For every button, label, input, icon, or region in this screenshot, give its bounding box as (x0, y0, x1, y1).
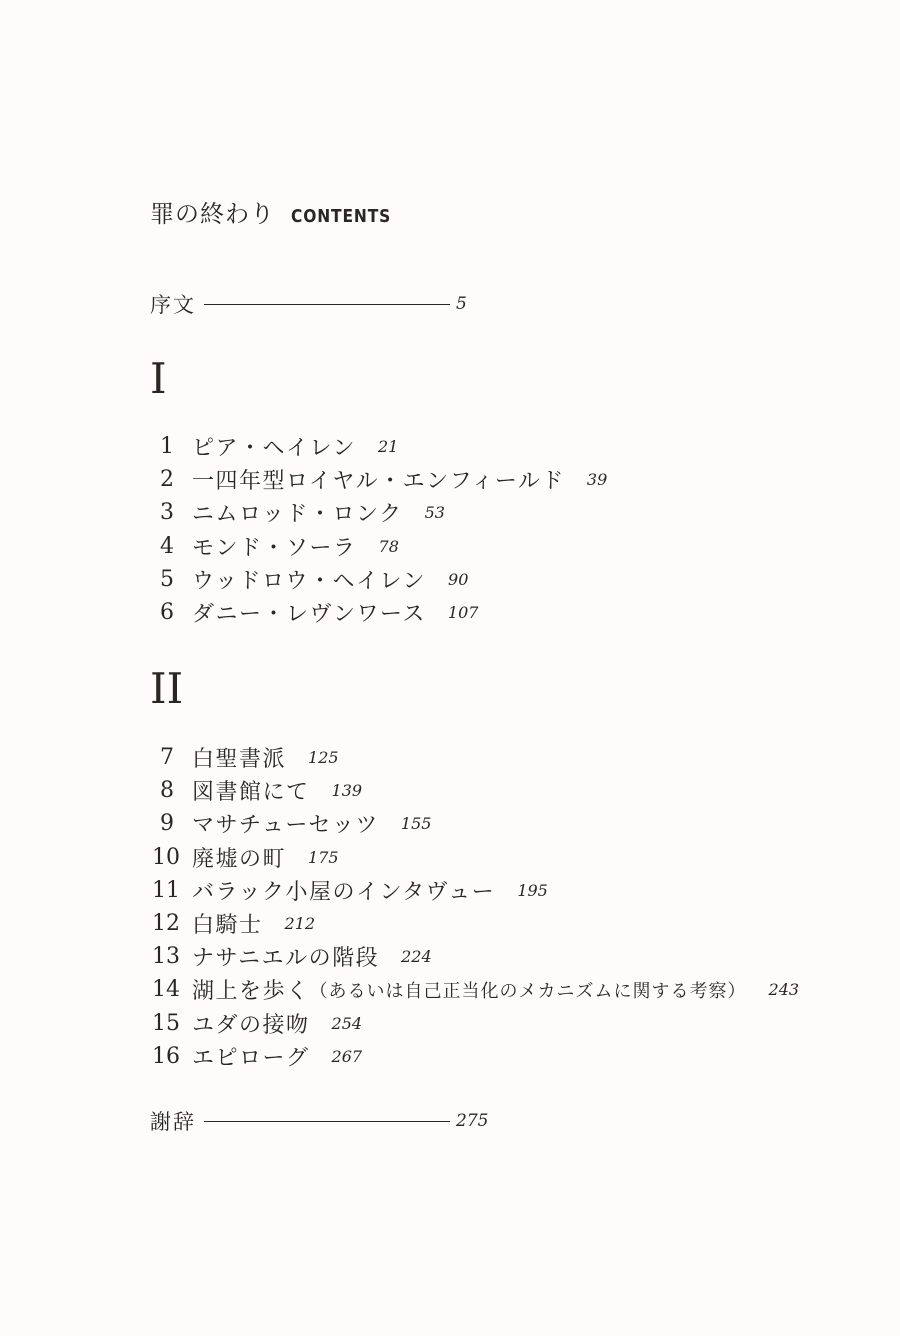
chapter-entry[interactable] (150, 841, 799, 874)
book-title: 罪の終わり (150, 200, 275, 228)
chapter-number: 12 (152, 911, 180, 937)
chapter-title: ウッドロウ・ヘイレン (192, 568, 427, 594)
chapter-page: 155 (400, 814, 432, 834)
chapter-title: ナサニエルの階段 (192, 946, 380, 972)
chapter-title: 廃墟の町 (192, 846, 287, 872)
chapter-title: ニムロッド・ロンク (192, 502, 403, 528)
chapter-page: 139 (331, 781, 363, 801)
acknowledgments-label: 謝辞 (150, 1110, 196, 1134)
chapter-number: 1 (160, 434, 174, 460)
chapter-number: 7 (160, 745, 174, 771)
chapter-number: 5 (160, 566, 174, 592)
chapter-entry[interactable] (150, 741, 799, 774)
chapter-page: 125 (308, 748, 339, 768)
chapter-title: 白騎士 (192, 913, 263, 939)
chapter-entry[interactable] (150, 973, 799, 1006)
chapter-entry[interactable] (150, 774, 799, 807)
chapter-number: 14 (152, 977, 180, 1003)
chapter-page: 224 (401, 947, 432, 967)
leader-rule (204, 1121, 450, 1122)
chapter-title: ユダの接吻 (192, 1012, 310, 1038)
preface-page: 5 (456, 294, 467, 314)
acknowledgments-entry[interactable] (150, 1104, 488, 1138)
chapter-entry[interactable] (150, 1040, 799, 1073)
chapter-entry[interactable] (150, 874, 799, 907)
chapter-page: 107 (447, 603, 479, 623)
chapter-page: 21 (377, 437, 399, 457)
chapter-entry[interactable] (150, 463, 607, 496)
chapter-entry[interactable] (150, 596, 607, 629)
chapter-page: 254 (331, 1013, 363, 1033)
preface-entry[interactable] (150, 287, 467, 321)
chapter-page: 212 (284, 914, 316, 934)
chapter-page: 78 (378, 536, 399, 556)
chapter-page: 39 (586, 470, 608, 490)
chapter-entry[interactable] (150, 940, 799, 973)
chapter-number: 9 (160, 811, 174, 837)
chapter-entry[interactable] (150, 430, 607, 463)
chapter-number: 3 (160, 500, 174, 526)
chapter-number: 11 (152, 877, 180, 903)
chapter-subtitle: （あるいは自己正当化のメカニズムに関する考察） (309, 980, 747, 1002)
chapter-entry[interactable] (150, 563, 607, 596)
chapter-number: 8 (160, 778, 174, 804)
acknowledgments-page: 275 (456, 1111, 489, 1131)
chapter-page: 267 (331, 1046, 363, 1066)
chapter-entry[interactable] (150, 1007, 799, 1040)
chapter-number: 6 (160, 600, 174, 626)
chapter-title: 白聖書派 (192, 747, 287, 773)
page-title (150, 194, 407, 237)
chapter-title: マサチューセッツ (192, 813, 379, 839)
chapter-page: 195 (517, 880, 548, 900)
part-1-numeral: I (150, 354, 167, 403)
chapter-title: エピローグ (192, 1045, 310, 1071)
chapter-title: ダニー・レヴンワース (192, 602, 426, 628)
chapter-number: 10 (152, 844, 180, 870)
part-1-chapter-list (150, 430, 607, 629)
chapter-title: ピア・ヘイレン (192, 436, 356, 462)
leader-rule (204, 304, 450, 305)
chapter-title: 一四年型ロイヤル・エンフィールド (192, 469, 565, 495)
chapter-page: 90 (448, 569, 469, 589)
chapter-entry[interactable] (150, 907, 799, 940)
chapter-number: 2 (160, 467, 174, 493)
chapter-page: 175 (308, 847, 339, 867)
chapter-title: モンド・ソーラ (192, 535, 357, 561)
chapter-title: バラック小屋のインタヴュー (192, 879, 496, 905)
chapter-entry[interactable] (150, 807, 799, 840)
chapter-number: 13 (152, 944, 180, 970)
chapter-page: 243 (768, 980, 800, 1000)
chapter-title: 湖上を歩く (192, 979, 310, 1005)
chapter-page: 53 (424, 503, 445, 523)
part-2-numeral: II (150, 664, 184, 713)
part-2-chapter-list (150, 741, 799, 1073)
chapter-entry[interactable] (150, 530, 607, 563)
chapter-number: 4 (160, 533, 174, 559)
preface-label: 序文 (150, 293, 196, 317)
chapter-number: 15 (152, 1010, 180, 1036)
chapter-title: 図書館にて (192, 780, 310, 806)
contents-heading: CONTENTS (291, 206, 392, 227)
chapter-number: 16 (152, 1043, 180, 1069)
chapter-entry[interactable] (150, 496, 607, 529)
